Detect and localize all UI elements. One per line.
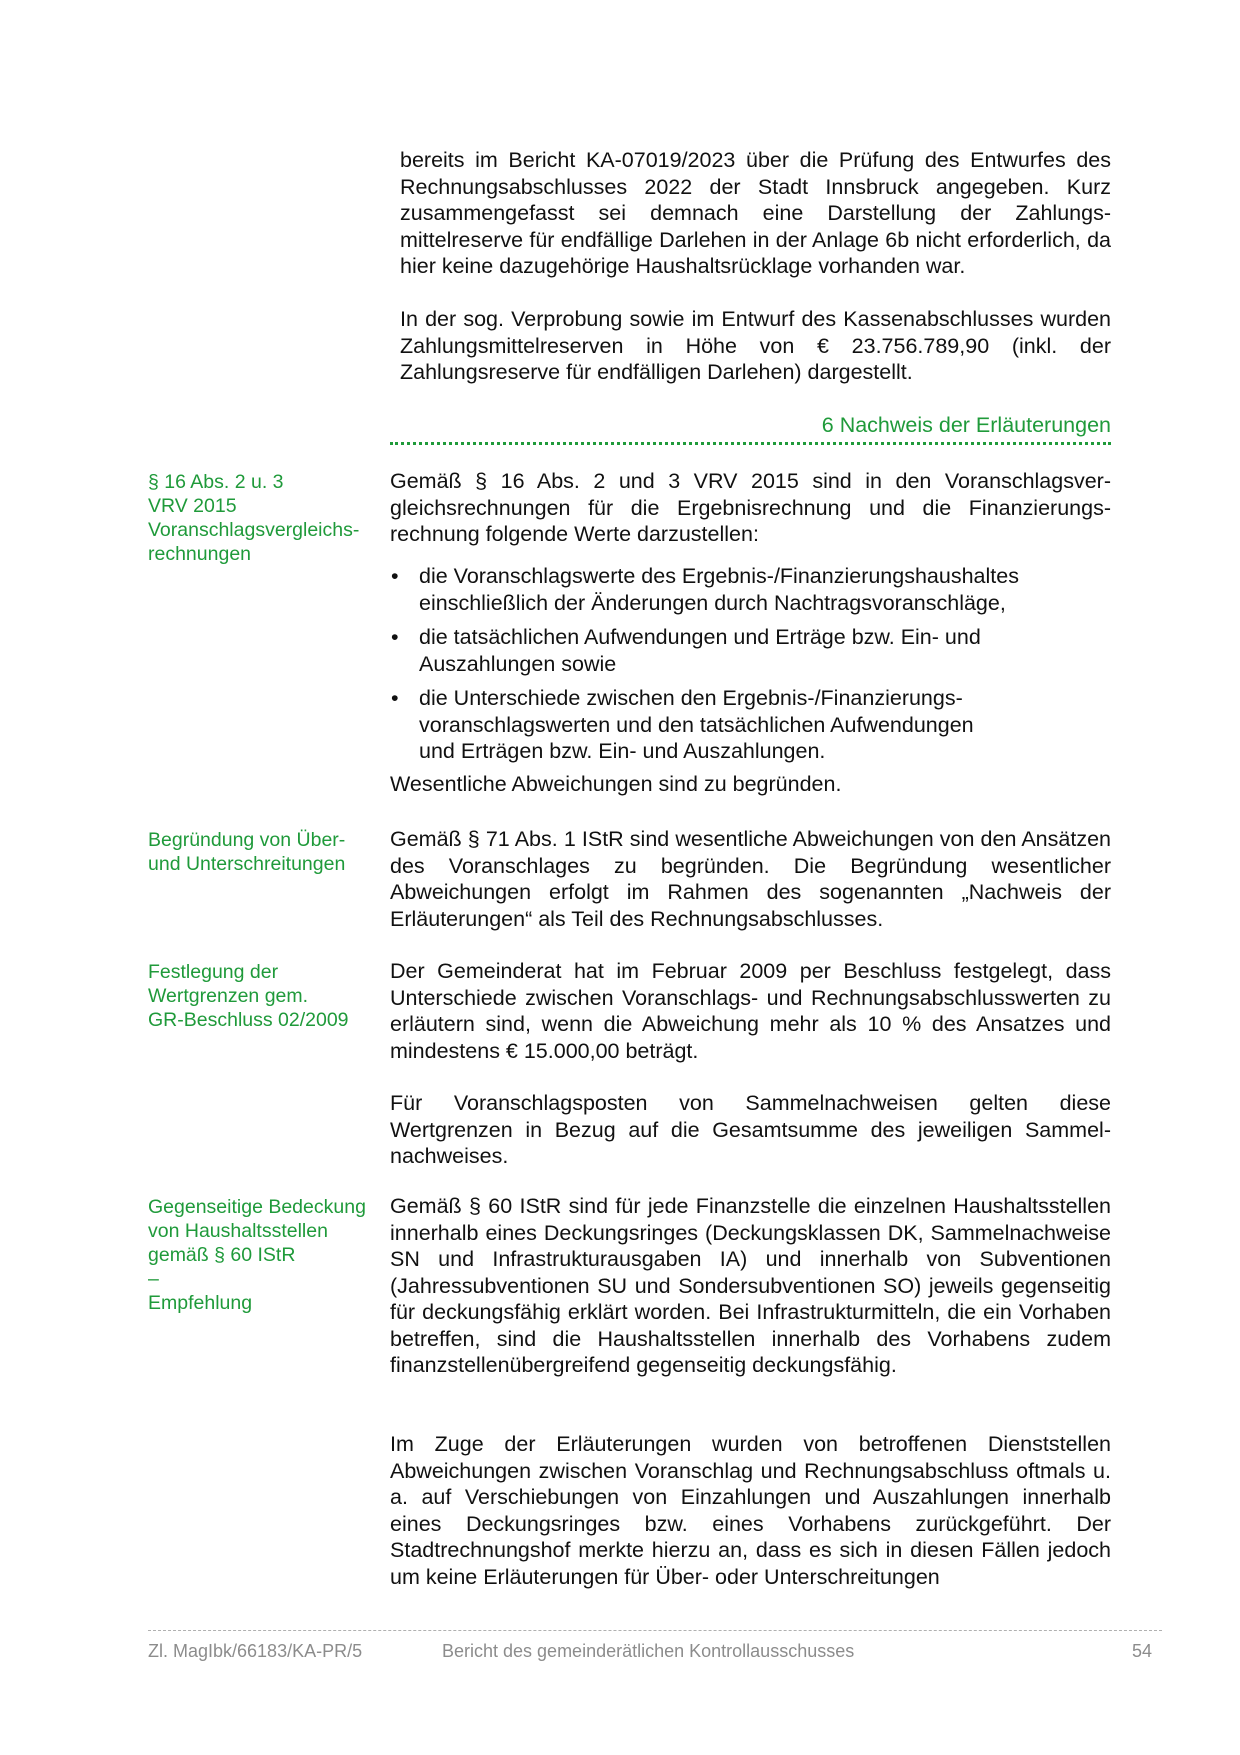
list-item <box>390 685 1111 765</box>
margin-note-vrv <box>148 470 388 566</box>
intro-paragraph-1: bereits im Bericht KA-07019/2023 über die Prüfung des Entwurfes des Rechnungsabschlusses 2022 der Stadt Innsbruck angegeben. Kurz zusammengefasst sei demnach eine Darstellung der Zahlungsmittelreserve für endfällige Darlehen in der Anlage 6b nicht erforderlich, da hier keine dazugehörige Haushaltsrücklage vorhanden war. <box>400 148 1111 278</box>
bullet-icon: • <box>391 625 399 649</box>
wertgrenzen-paragraph: Der Gemeinderat hat im Februar 2009 per Beschluss festgelegt, dass Unterschiede zwischen Voranschlags- und Rechnungsabschlusswerten zu erläutern sind, wenn die Abweichung mehr als 10 % des Ansatzes und mindestens € 15.000,00 beträgt. <box>390 959 1111 1063</box>
margin-note-begruendung <box>148 828 388 876</box>
margin-note-line: und Unterschreitungen <box>148 853 346 875</box>
margin-note-line: Begründung von Über- <box>148 829 346 851</box>
heading-dotted-rule <box>390 442 1111 445</box>
values-list <box>390 563 1111 773</box>
closing-sentence: Wesentliche Abweichungen sind zu begründen. <box>390 772 842 796</box>
istr-60-paragraph: Gemäß § 60 IStR sind für jede Finanzstelle die einzelnen Haushaltsstellen innerhalb eines Deckungsringes (Deckungsklassen DK, Sammelnachweise SN und Infrastrukturausgaben IA) und innerhalb von Subventionen (Jahressubventionen SU und Sondersubventionen SO) jeweils gegenseitig für deckungsfähig erklärt worden. Bei Infrastrukturmitteln, die ein Vorhaben betreffen, sind die Haushaltsstellen innerhalb des Vorhabens zudem finanzstellenübergreifend gegenseitig deckungsfähig. <box>390 1194 1111 1377</box>
intro-paragraph-2: In der sog. Verprobung sowie im Entwurf des Kassenabschlusses wurden Zahlungsmittelreserven in Höhe von € 23.756.789,90 (inkl. der Zahlungsreserve für endfälligen Darlehen) dargestellt. <box>400 307 1111 384</box>
section-heading: 6 Nachweis der Erläuterungen <box>821 413 1111 437</box>
margin-note-line: – <box>148 1268 159 1290</box>
list-item <box>390 563 1111 616</box>
margin-note-bedeckung <box>148 1195 388 1315</box>
margin-note-wertgrenzen <box>148 960 388 1032</box>
page-number: 54 <box>1131 1641 1152 1661</box>
margin-note-line: GR-Beschluss 02/2009 <box>148 1009 349 1031</box>
footer-divider <box>148 1630 1162 1631</box>
erlaeuterungen-paragraph: Im Zuge der Erläuterungen wurden von betroffenen Dienststellen Abweichungen zwischen Voranschlag und Rechnungsabschluss oftmals u. a. auf Verschiebungen von Einzahlungen und Auszahlungen innerhalb eines Deckungsringes bzw. eines Vorhabens zurückgeführt. Der Stadtrechnungshof merkte hierzu an, dass es sich in diesen Fällen jedoch um keine Erläuterungen für Über- oder Unterschreitungen <box>390 1432 1111 1589</box>
list-item-line: die Unterschiede zwischen den Ergebnis-/Finanzierungs- <box>419 686 963 710</box>
margin-note-line: § 16 Abs. 2 u. 3 <box>148 471 284 493</box>
bullet-icon: • <box>391 564 399 588</box>
margin-note-line: gemäß § 60 IStR <box>148 1244 296 1266</box>
margin-note-line: rechnungen <box>148 543 252 565</box>
list-item-line: Auszahlungen sowie <box>419 651 617 676</box>
margin-note-line: Wertgrenzen gem. <box>148 985 309 1007</box>
footer-reference: Zl. MagIbk/66183/KA-PR/5 <box>148 1641 363 1661</box>
footer-title: Bericht des gemeinderätlichen Kontrollausschusses <box>442 1641 855 1661</box>
margin-note-line: Empfehlung <box>148 1292 253 1314</box>
list-item-line: einschließlich der Änderungen durch Nachtragsvoranschläge, <box>419 590 1006 615</box>
list-item <box>390 624 1111 677</box>
vrv-paragraph: Gemäß § 16 Abs. 2 und 3 VRV 2015 sind in den Voranschlagsvergleichsrechnungen für die Ergebnisrechnung und die Finanzierungsrechnung folgende Werte darzustellen: <box>390 469 1111 546</box>
bullet-icon: • <box>391 686 399 710</box>
list-item-line: voranschlagswerten und den tatsächlichen Aufwendungen <box>419 712 974 737</box>
margin-note-line: Gegenseitige Bedeckung <box>148 1196 366 1218</box>
list-item-line: die Voranschlagswerte des Ergebnis-/Finanzierungshaushaltes <box>419 564 1019 588</box>
margin-note-line: von Haushaltsstellen <box>148 1220 328 1242</box>
list-item-line: die tatsächlichen Aufwendungen und Erträge bzw. Ein- und <box>419 625 981 649</box>
list-item-line: und Erträgen bzw. Ein- und Auszahlungen. <box>419 739 826 763</box>
margin-note-line: Festlegung der <box>148 961 279 983</box>
sammelnachweis-paragraph: Für Voranschlagsposten von Sammelnachweisen gelten diese Wertgrenzen in Bezug auf die Gesamtsumme des jeweiligen Sammelnachweises. <box>390 1091 1111 1168</box>
istr-71-paragraph: Gemäß § 71 Abs. 1 IStR sind wesentliche Abweichungen von den Ansätzen des Voranschlages zu begründen. Die Begründung wesentlicher Abweichungen erfolgt im Rahmen des sogenannten „Nachweis der Erläuterungen“ als Teil des Rechnungsabschlusses. <box>390 827 1111 931</box>
margin-note-line: Voranschlagsvergleichs- <box>148 519 360 541</box>
margin-note-line: VRV 2015 <box>148 495 237 517</box>
